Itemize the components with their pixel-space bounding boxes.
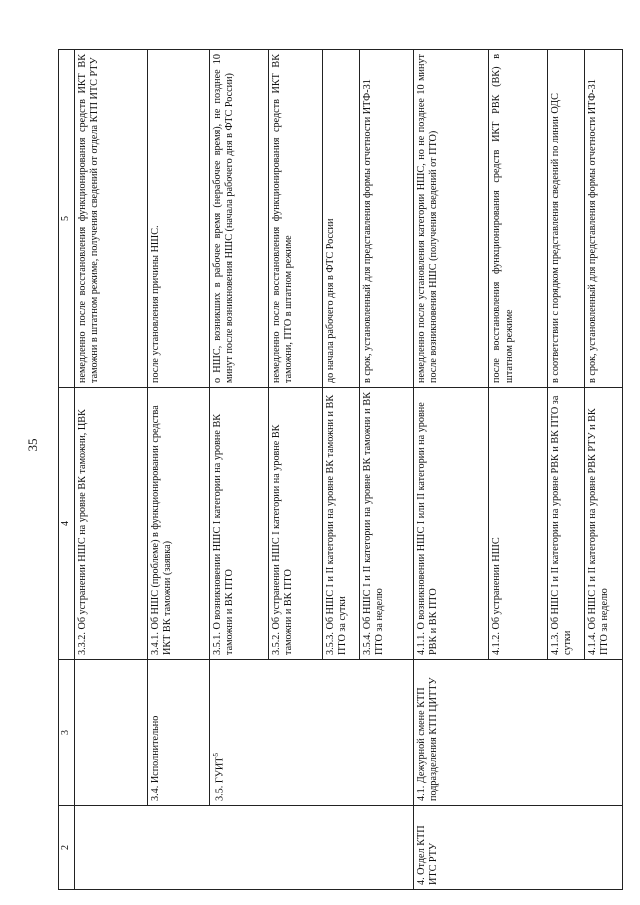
- header-col-5: 5: [59, 50, 75, 388]
- cell-deadline: немедленно после восстановления функционирования средств ИКТ ВК таможни, ПТО в штатном режиме: [268, 50, 322, 388]
- cell-deadline: в соответствии с порядком представления сведений по линии ОДС: [547, 50, 585, 388]
- header-col-4: 4: [59, 388, 75, 660]
- cell-deadline: в срок, установленный для представления формы отчетности ИТФ-31: [585, 50, 623, 388]
- table-row: [210, 50, 268, 890]
- cell-item: 3.5.2. Об устранении НШС I категории на уровне ВК таможни и ВК ПТО: [268, 388, 322, 660]
- cell-deadline: после восстановления функционирования средств ИКТ РВК (ВК) в штатном режиме: [489, 50, 547, 388]
- cell-deadline: о НШС, возникших в рабочее время (нерабочее время), не позднее 10 минут после возникновения НШС (начала рабочего дня в ФТС России): [210, 50, 268, 388]
- cell-item: 4.1.4. Об НШС I и II категории на уровне РВК РТУ и ВК ПТО за неделю: [585, 388, 623, 660]
- cell-item: 4.1.1. О возникновении НШС I или II категории на уровне РВК и ВК ПТО: [414, 388, 489, 660]
- cell-item: 3.5.3. Об НШС I и II категории на уровне ВК таможни и ВК ПТО за сутки: [322, 388, 360, 660]
- cell-deadline: немедленно после установления категории НШС, но не позднее 10 минут после возникновения НШС (получения сведений от ПТО): [414, 50, 489, 388]
- executor-cell: [210, 660, 414, 806]
- cell-deadline: в срок, установленный для представления формы отчетности ИТФ-31: [360, 50, 414, 388]
- table-row: [74, 50, 147, 890]
- col3-empty-cell: [74, 660, 147, 806]
- executor-cell: 3.4. Исполнительно: [147, 660, 210, 806]
- header-col-3: 3: [59, 660, 75, 806]
- rotated-table-container: [58, 50, 623, 890]
- table-row: [147, 50, 210, 890]
- executor-cell: 4.1. Дежурной смене КТП подразделения КТП ЦИТТУ: [414, 660, 623, 806]
- page-number: 35: [25, 438, 40, 452]
- cell-deadline: немедленно после восстановления функционирования средств ИКТ ВК таможни в штатном режиме, получения сведений от отдела КТП ИТС РТУ: [74, 50, 147, 388]
- department-cell: 4. Отдел КТП ИТС РТУ: [414, 806, 623, 890]
- notification-table: [58, 49, 623, 890]
- footnote-mark: 5: [212, 752, 221, 757]
- header-col-2: 2: [59, 806, 75, 890]
- cell-item: 3.5.4. Об НШС I и II категории на уровне ВК таможни и ВК ПТО за неделю: [360, 388, 414, 660]
- cell-item: 3.5.1. О возникновении НШС I категории на уровне ВК таможни и ВК ПТО: [210, 388, 268, 660]
- cell-item: 4.1.2. Об устранении НШС: [489, 388, 547, 660]
- guit-label: 3.5. ГУИТ: [214, 756, 226, 801]
- cell-item: 3.3.2. Об устранении НШС на уровне ВК таможни, ЦВК: [74, 388, 147, 660]
- col2-empty-cell: [74, 806, 414, 890]
- cell-deadline: после установления причины НШС.: [147, 50, 210, 388]
- cell-item: 3.4.1. Об НШС (проблеме) в функционировании средства ИКТ ВК таможни (заявка): [147, 388, 210, 660]
- table-row: [414, 50, 489, 890]
- cell-item: 4.1.3. Об НШС I и II категории на уровне РВК и ВК ПТО за сутки: [547, 388, 585, 660]
- header-row: [59, 50, 75, 890]
- cell-deadline: до начала рабочего дня в ФТС России: [322, 50, 360, 388]
